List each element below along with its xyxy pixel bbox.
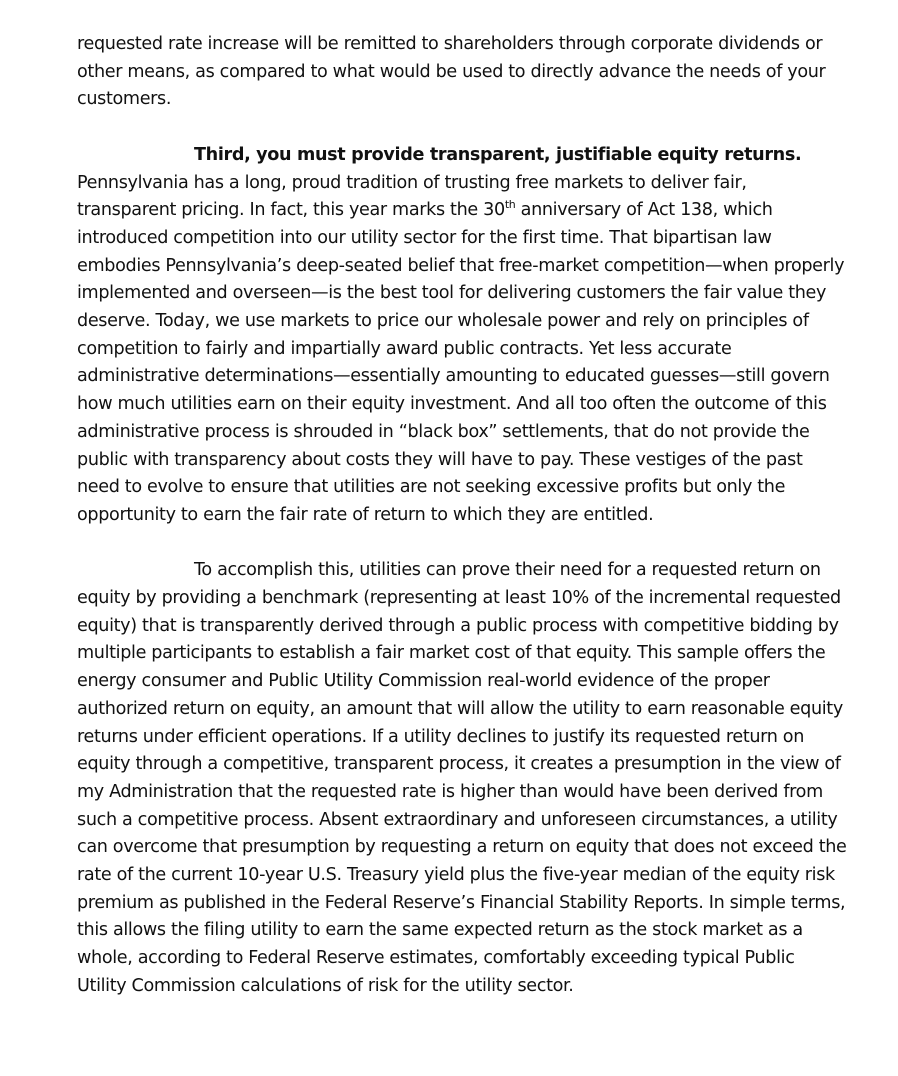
accomplish-paragraph xyxy=(77,557,847,1000)
third-point-paragraph xyxy=(77,142,847,530)
third-point-text-part1: Pennsylvania has a long, proud tradition of trusting free markets to deliver fair, transparent pricing. In fact, this year marks the 30 xyxy=(77,172,747,221)
third-point-heading: Third, you must provide transparent, justifiable equity returns. xyxy=(194,144,802,165)
document-page xyxy=(77,31,847,1001)
ordinal-superscript: th xyxy=(504,198,516,212)
continued-paragraph: requested rate increase will be remitted to shareholders through corporate dividends or other means, as compared to what would be used to directly advance the needs of your customers. xyxy=(77,34,826,110)
accomplish-text: To accomplish this, utilities can prove their need for a requested return on equity by providing a benchmark (representing at least 10% of the incremental requested equity) that is transparently derived through a public process with competitive bidding by multiple participants to establish a fair market cost of that equity. This sample offers the energy consumer and Public Utility Commission real-world evidence of the proper authorized return on equity, an amount that will allow the utility to earn reasonable equity returns under efficient operations. If a utility declines to justify its requested return on equity through a competitive, transparent process, it creates a presumption in the view of my Administration that the requested rate is higher than would have been derived from such a competitive process. Absent extraordinary and unforeseen circumstances, a utility can overcome that presumption by requesting a return on equity that does not exceed the rate of the current 10-year U.S. Treasury yield plus the five-year median of the equity risk premium as published in the Federal Reserve’s Financial Stability Reports. In simple terms, this allows the filing utility to earn the same expected return as the stock market as a whole, according to Federal Reserve estimates, comfortably exceeding typical Public Utility Commission calculations of risk for the utility sector. xyxy=(77,560,847,996)
third-point-text-part2: anniversary of Act 138, which introduced competition into our utility sector for the first time. That bipartisan law embodies Pennsylvania’s deep-seated belief that free-market competition—when properly implemented and overseen—is the best tool for delivering customers the fair value they deserve. Today, we use markets to price our wholesale power and rely on principles of competition to fairly and impartially award public contracts. Yet less accurate administrative determinations—essentially amounting to educated guesses—still govern how much utilities earn on their equity investment. And all too often the outcome of this administrative process is shrouded in “black box” settlements, that do not provide the public with transparency about costs they will have to pay. These vestiges of the past need to evolve to ensure that utilities are not seeking excessive profits but only the opportunity to earn the fair rate of return to which they are entitled. xyxy=(77,200,845,525)
